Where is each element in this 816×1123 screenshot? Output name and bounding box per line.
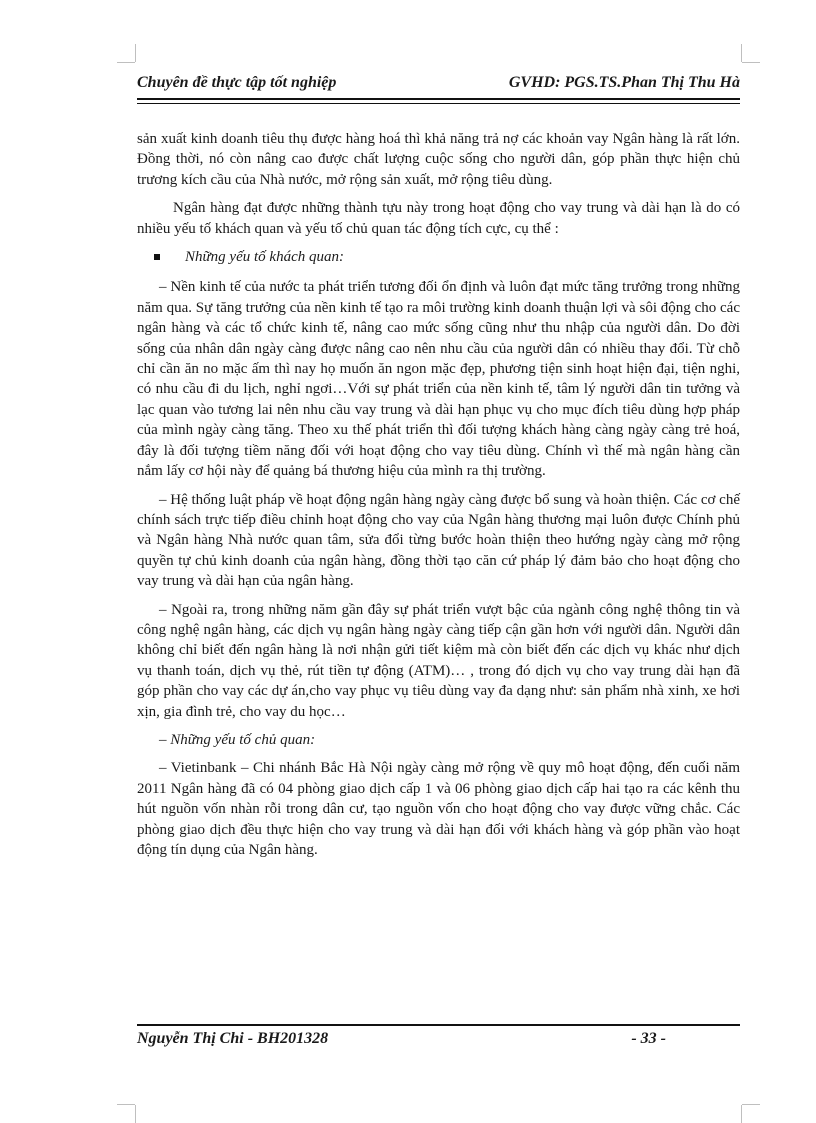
- footer-rule: [137, 1024, 740, 1026]
- crop-mark-br-v: [741, 1105, 742, 1123]
- page-number: - 33 -: [631, 1030, 666, 1047]
- crop-mark-tr-v: [741, 44, 742, 62]
- section-objective-label: Những yếu tố khách quan:: [185, 249, 344, 266]
- page-footer: [137, 1030, 740, 1048]
- crop-mark-br-h: [742, 1104, 760, 1105]
- header-title: Chuyên đề thực tập tốt nghiệp: [137, 74, 337, 91]
- header-rule: [137, 98, 740, 104]
- paragraph-technology: – Ngoài ra, trong những năm gần đây sự phát triển vượt bậc của ngành công nghệ thông tin và công nghệ ngân hàng, các dịch vụ ngân hàng ngày càng tiếp cận gần hơn với người dân. Người dân không chỉ biết đến ngân hàng là nơi nhận gửi tiết kiệm mà còn biết đến các dịch vụ khác như dịch vụ thanh toán, dịch vụ thẻ, rút tiền tự động (ATM)… , trong đó dịch vụ cho vay trung dài hạn đã góp phần cho vay các dự án,cho vay phục vụ tiêu dùng vay đa dạng như: sản phẩm nhà xinh, xe hơi xịn, gia đình trẻ, cho vay du học…: [137, 601, 740, 720]
- crop-mark-tr-h: [742, 62, 760, 63]
- crop-mark-bl-h: [117, 1104, 135, 1105]
- page-body: [137, 129, 740, 868]
- page-header: [137, 74, 740, 95]
- paragraph-economy: – Nền kinh tế của nước ta phát triển tương đối ổn định và luôn đạt mức tăng trưởng trong những năm qua. Sự tăng trưởng của nền kinh tế tạo ra môi trường kinh doanh thuận lợi và sôi động cho các ngân hàng và các tổ chức kinh tế, nâng cao mức sống cũng như thu nhập của người dân. Do đời sống của nhân dân ngày càng được nâng cao nên nhu cầu của người dân có nhiều thay đổi. Từ chỗ chỉ cần ăn no mặc ấm thì nay họ muốn ăn ngon mặc đẹp, phương tiện sinh hoạt hiện đại, tiện nghi, có nhu cầu đi du lịch, nghỉ ngơi…Với sự phát triển của nền kinh tế, tâm lý người dân tin tưởng và lạc quan vào tương lai nên nhu cầu vay trung và dài hạn phục vụ cho mục đích tiêu dùng hợp pháp của mình ngày càng tăng. Theo xu thế phát triển thì đối tượng khách hàng càng ngày càng trẻ hoá, đây là đối tượng tiềm năng đối với hoạt động cho vay tiêu dùng. Chính vì thế mà ngân hàng cần nắm lấy cơ hội này để quảng bá thương hiệu của mình ra thị trường.: [137, 279, 740, 480]
- paragraph-intro: sản xuất kinh doanh tiêu thụ được hàng hoá thì khả năng trả nợ các khoản vay Ngân hàng là rất lớn. Đồng thời, nó còn nâng cao được chất lượng cuộc sống cho người dân, góp phần thực hiện chủ trương kích cầu của Nhà nước, mở rộng sản xuất, mở rộng tiêu dùng.: [137, 131, 740, 188]
- footer-author: Nguyễn Thị Chi - BH201328: [137, 1030, 329, 1047]
- paragraph-summary: Ngân hàng đạt được những thành tựu này trong hoạt động cho vay trung và dài hạn là do có nhiều yếu tố khách quan và yếu tố chủ quan tác động tích cực, cụ thể :: [137, 200, 740, 237]
- crop-mark-tl-v: [135, 44, 136, 62]
- crop-mark-tl-h: [117, 62, 135, 63]
- paragraph-vietinbank: – Vietinbank – Chi nhánh Bắc Hà Nội ngày càng mở rộng về quy mô hoạt động, đến cuối năm 2011 Ngân hàng đã có 04 phòng giao dịch cấp 1 và 06 phòng giao dịch cấp hai tạo ra các kênh thu hút nguồn vốn nhàn rỗi trong dân cư, tạo nguồn vốn cho hoạt động cho vay được vững chắc. Các phòng giao dịch đều thực hiện cho vay trung và dài hạn đối với khách hàng và góp phần vào hoạt động tín dụng của Ngân hàng.: [137, 760, 740, 858]
- paragraph-legal: – Hệ thống luật pháp về hoạt động ngân hàng ngày càng được bổ sung và hoàn thiện. Các cơ chế chính sách trực tiếp điều chỉnh hoạt động cho vay của Ngân hàng thương mại luôn được Chính phủ và Ngân hàng Nhà nước quan tâm, sửa đổi từng bước hoàn thiện theo hướng ngày càng mở rộng quyền tự chủ kinh doanh của ngân hàng, đồng thời tạo căn cứ pháp lý đảm bảo cho hoạt động cho vay trung và dài hạn của ngân hàng.: [137, 491, 740, 590]
- section-subjective-heading: – Những yếu tố chủ quan:: [159, 731, 316, 748]
- crop-mark-bl-v: [135, 1105, 136, 1123]
- header-advisor: GVHD: PGS.TS.Phan Thị Thu Hà: [508, 74, 740, 91]
- bullet-icon: [154, 254, 160, 260]
- section-objective-heading: [137, 247, 740, 267]
